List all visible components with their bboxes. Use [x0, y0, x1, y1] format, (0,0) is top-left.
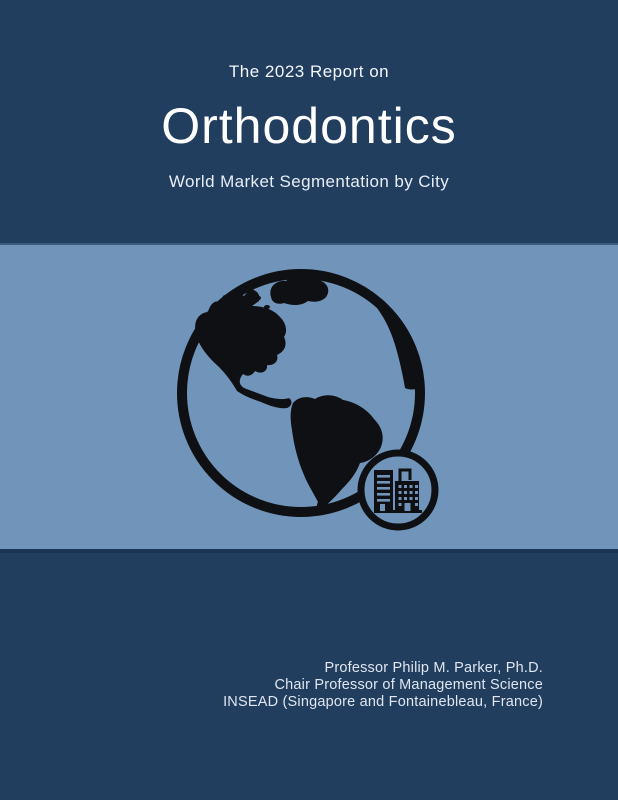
globe-americas-icon — [160, 250, 460, 550]
author-role: Chair Professor of Management Science — [274, 677, 543, 693]
arctic-island-shape — [253, 296, 261, 301]
report-subtitle: World Market Segmentation by City — [168, 172, 450, 191]
arctic-island-shape — [264, 305, 270, 309]
kicker-text: The 2023 Report on — [228, 62, 390, 81]
city-buildings-badge-icon — [361, 453, 435, 527]
author-block — [223, 660, 543, 711]
author-name: Professor Philip M. Parker, Ph.D. — [324, 660, 543, 676]
author-institution: INSEAD (Singapore and Fontainebleau, France) — [223, 694, 543, 710]
north-america-shape — [195, 289, 291, 408]
report-title: Orthodontics — [161, 98, 457, 154]
